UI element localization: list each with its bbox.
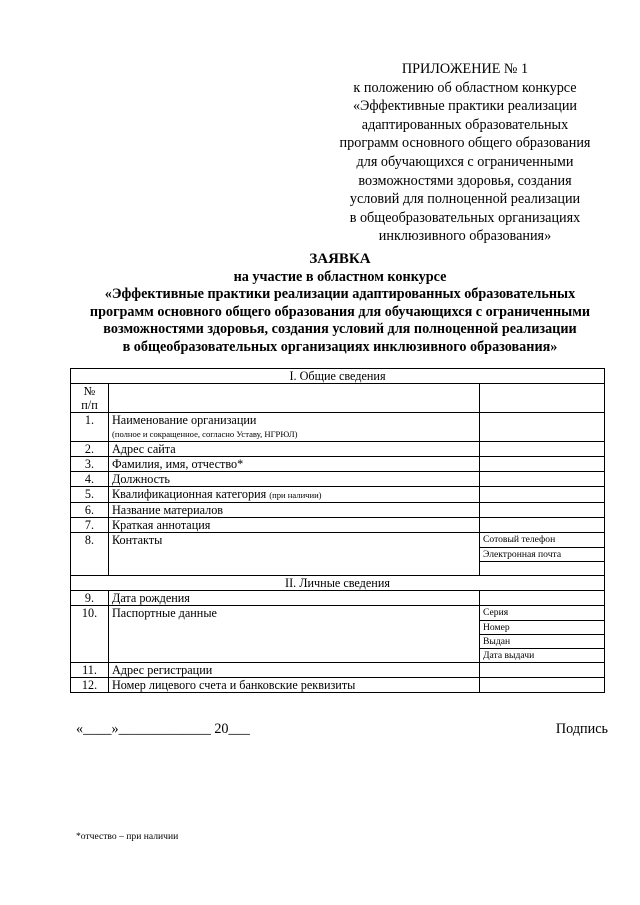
row-label: Адрес сайта [109, 442, 480, 457]
row-note: (полное и сокращенное, согласно Уставу, НГРЮЛ) [112, 429, 298, 439]
row-label: Краткая аннотация [109, 518, 480, 533]
row-number: 9. [71, 591, 109, 606]
title-line: программ основного общего образования для обучающихся с ограниченными [89, 303, 591, 320]
registration-address-field[interactable] [480, 663, 605, 678]
birth-date-field[interactable] [480, 591, 605, 606]
table-row [71, 678, 605, 693]
extra-contact-field[interactable] [480, 561, 604, 575]
footnote: *отчество – при наличии [76, 831, 179, 842]
table-row [71, 487, 605, 503]
section-header-row [71, 369, 605, 384]
row-number: 7. [71, 518, 109, 533]
page-title: ЗАЯВКА [309, 251, 371, 267]
row-label: Название материалов [109, 503, 480, 518]
row-label: Должность [109, 472, 480, 487]
row-number: 3. [71, 457, 109, 472]
passport-subfields [480, 606, 605, 663]
table-row [71, 503, 605, 518]
section-title-personal: II. Личные сведения [71, 576, 605, 591]
table-row [71, 663, 605, 678]
row-number: 10. [71, 606, 109, 663]
table-row [71, 442, 605, 457]
row-label-text: Наименование организации [112, 413, 257, 427]
appendix-header [320, 60, 610, 246]
row-label [109, 413, 480, 442]
row-number: 1. [71, 413, 109, 442]
appendix-line: инклюзивного образования» [378, 228, 552, 245]
title-line: «Эффективные практики реализации адаптированных образовательных [104, 286, 576, 303]
table-row [71, 413, 605, 442]
table-row-contacts [71, 533, 605, 576]
appendix-line: ПРИЛОЖЕНИЕ № 1 [401, 61, 529, 77]
label-column-header [109, 384, 480, 413]
row-label: Дата рождения [109, 591, 480, 606]
appendix-line: к положению об областном конкурсе [353, 79, 577, 96]
appendix-line: в общеобразовательных организациях [349, 209, 581, 226]
row-label: Контакты [109, 533, 480, 576]
passport-series-field[interactable]: Серия [483, 607, 509, 618]
row-number: 11. [71, 663, 109, 678]
date-line: «____»_____________ 20___ [76, 721, 250, 737]
signature-label: Подпись [555, 721, 608, 737]
table-row-passport [71, 606, 605, 663]
section-header-row [71, 576, 605, 591]
appendix-line: программ основного общего образования [339, 135, 591, 152]
table-row [71, 518, 605, 533]
section-title-general: I. Общие сведения [71, 369, 605, 384]
row-label-text: Квалификационная категория [112, 487, 267, 501]
table-row [71, 457, 605, 472]
row-note: (при наличии) [269, 490, 322, 500]
passport-issue-date-field[interactable]: Дата выдачи [480, 648, 604, 662]
application-form-table [70, 368, 605, 693]
table-row [71, 591, 605, 606]
full-name-field[interactable] [480, 457, 605, 472]
row-label [109, 487, 480, 503]
row-number: 2. [71, 442, 109, 457]
title-line: в общеобразовательных организациях инклюзивного образования» [122, 338, 558, 355]
row-number: 5. [71, 487, 109, 503]
mobile-phone-field[interactable]: Сотовый телефон [483, 534, 556, 545]
contacts-subfields [480, 533, 605, 576]
application-title [60, 251, 620, 357]
row-label: Номер лицевого счета и банковские реквизиты [109, 678, 480, 693]
row-label: Адрес регистрации [109, 663, 480, 678]
annotation-field[interactable] [480, 518, 605, 533]
title-line: возможностями здоровья, создания условий для полноценной реализации [103, 321, 577, 338]
value-column-header [480, 384, 605, 413]
row-number: 6. [71, 503, 109, 518]
passport-number-field[interactable]: Номер [480, 620, 604, 634]
number-column-header: № п/п [71, 384, 109, 413]
appendix-line: условий для полноценной реализации [349, 191, 581, 208]
row-label: Паспортные данные [109, 606, 480, 663]
table-header-row [71, 384, 605, 413]
organization-name-field[interactable] [480, 413, 605, 442]
row-number: 12. [71, 678, 109, 693]
title-line: на участие в областном конкурсе [233, 268, 447, 285]
email-field[interactable]: Электронная почта [480, 547, 604, 561]
appendix-line: возможностями здоровья, создания [358, 172, 572, 189]
table-row [71, 472, 605, 487]
appendix-line: «Эффективные практики реализации [352, 98, 578, 115]
position-field[interactable] [480, 472, 605, 487]
appendix-line: для обучающихся с ограниченными [356, 153, 574, 170]
bank-details-field[interactable] [480, 678, 605, 693]
materials-title-field[interactable] [480, 503, 605, 518]
passport-issued-by-field[interactable]: Выдан [480, 634, 604, 648]
qualification-field[interactable] [480, 487, 605, 503]
appendix-line: адаптированных образовательных [361, 116, 569, 133]
website-field[interactable] [480, 442, 605, 457]
row-label: Фамилия, имя, отчество* [109, 457, 480, 472]
row-number: 8. [71, 533, 109, 576]
row-number: 4. [71, 472, 109, 487]
